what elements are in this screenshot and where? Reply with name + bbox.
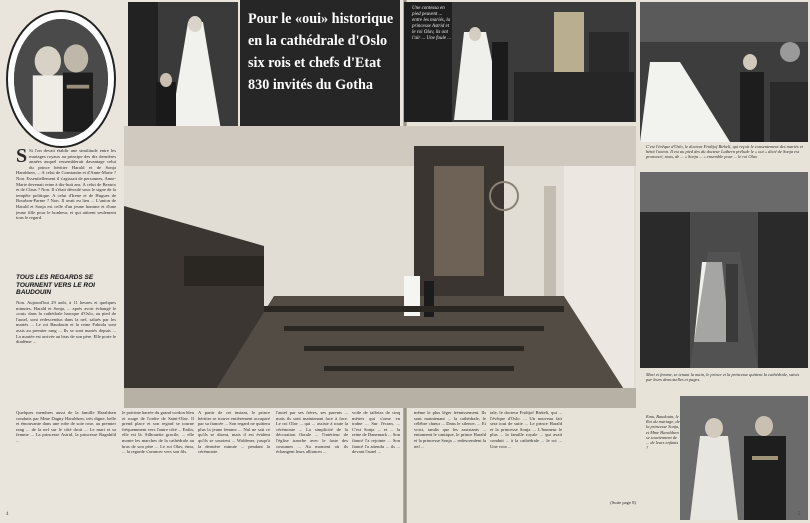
continued-note: (Suite page 8): [610, 500, 636, 505]
page-number-right: 5: [798, 512, 801, 517]
article-column-6: voile de taffetas de cinq mètres qui s'orne en traîne ... Sur l'écran, ... C'est Sonja ... et ... la reine de Danemark ... Son fiancé l'a rejointe ... Son fiancé l'a attendu ... ils ... devant l'autel ...: [352, 410, 400, 455]
article-column-7: même le plus léger frémissement. Ils sont maintenant ... la cathédrale, le célèbre chœur ... Dans le silence, ... Et voici, tandis que les assistants ... entonnent le cantique, le prince Harald et la princesse Sonja ... redescendent la nef ...: [414, 410, 486, 449]
article-column-5: l'autel par ses frères, ses parents ... mais ils sont maintenant face à face. Le roi Olav ... qui ... assiste à toute la cérémonie ... La simplicité de la décoration florale ... l'intérieur de l'église tranche avec le faste des costumes ... Au moment où ils échangent leurs alliances ...: [276, 410, 348, 455]
page-number-left: 4: [6, 512, 9, 517]
right-mid-caption: Mari et femme, se tenant la main, le prince et la princesse quittent la cathédrale, suivis par leurs demoiselles et pages.: [646, 372, 800, 383]
recessional-photo: [640, 172, 808, 368]
article-column-8: tale, le docteur Fridtjof Birkeli, qui ... l'évêque d'Oslo. ... Un nouveau fait sera tout de suite ... Le prince Harald et la princesse Sonja ... L'honneur le plus ... la famille royale ... qui avait conduit ... à la cathédrale ... le roi ... Une voix ...: [490, 410, 562, 449]
article-column-1b: Non. Aujourd'hui 29 août, à 11 heures et quelques minutes, Harald et Sonja, ... après avoir échangé le «oui» dans la cathédrale baroque d'Oslo, au pied de l'autel, sont redescendus dans la nef, salués par les mariés ... Le roi Baudouin et la reine Fabiola sont assis au premier rang ... Ils se sont mariés depuis ... La mariée est arrivée au bras de son père. Elle porte le diadème ...: [16, 300, 116, 345]
section-subhead: TOUS LES REGARDS SE TOURNENT VERS LE ROI BAUDOUIN: [16, 274, 95, 296]
cathedral-interior-photo: [124, 126, 636, 408]
intro-caption: Une contessa en pied peuvent ... entre les mariés, la princesse Astrid et le roi Olav, ils ont l'air ... Une foule ...: [412, 6, 452, 41]
couple-at-altar-photo: [640, 2, 808, 142]
right-bottom-caption: Emu, Baudouin, le Roi du mariage, de la princesse Sonja, et Mme Haraldsen se souviennent de ... de leurs enfants ?: [646, 414, 680, 451]
article-column-1: [16, 148, 116, 272]
column-1-text: Si l'on devait établir une similitude entre les mariages royaux au principe des dix dernières années auquel ressemblerait davantage celui du prince héritier Harald et de Sonja Haraldsen, ... A celui de Constantin et d'Anne-Marie ? Non. Essentiellement il s'agissait de personnes, Anne-Marie devenait reine à dix-huit ans. A celui de Beatrix et de Claus ? Non. Il s'était déroulé sous le signe de la tempête politique. A celui d'Irene et de Hugues de Bourbon-Parme ? Non. Il avait eu lieu ... L'union de Harald et Sonja est celle d'un jeune homme et d'une jeune fille pour le bonheur, et qui attirent seulement tous le regard.: [16, 148, 116, 221]
drop-cap: S: [16, 148, 28, 167]
article-column-4: A partir de cet instant, le prince héritier se trouve entièrement accaparé par sa fiancée ... Son regard ne quittera plus la jeune femme ... Nul ne sait ce qu'ils se disent, mais il est évident qu'ils se sourient ... Waldener, jusqu'à la dernière minute ... pendant la cérémonie.: [198, 410, 270, 455]
article-headline: Pour le «oui» historique en la cathédrale d'Oslo six rois et chefs d'Etat 830 invités du Gotha: [248, 11, 394, 93]
article-column-3: le poitrine barrée du grand cordon bleu et rouge de l'ordre de Saint-Olav. Il prend place et son regard se tourne fréquemment vers l'autre côté ... Enfin, elle est là. Silhouette gracile, ... elle monte les marches de la cathédrale au bras de son père ... Le roi Olav, ému, ... la regarde s'avancer vers son fils.: [122, 410, 194, 455]
couple-medallion-portrait: [6, 10, 116, 148]
right-top-caption: C'est l'évêque d'Oslo, le docteur Fridtjof Birkeli, qui reçoit le consentement des mariés et bénit l'union. Il est au pied des du docteur Luthern prélude le « oui » dicté de Sonja est prononcé, nous, de ... « Sonja ... » ensemble pour ... le roi Olav.: [646, 144, 803, 160]
article-column-2: Quelques membres aussi de la famille Haraldsen conduits par Mme Dagny Haraldsen, très digne, belle et émouvante dans une robe de soie rose, au premier rang ... de la nef sur le côté droit ... Le mari et sa femme ... La princesse Astrid, la princesse Ragnhild ...: [16, 410, 116, 443]
baudouin-photo: [680, 396, 808, 520]
